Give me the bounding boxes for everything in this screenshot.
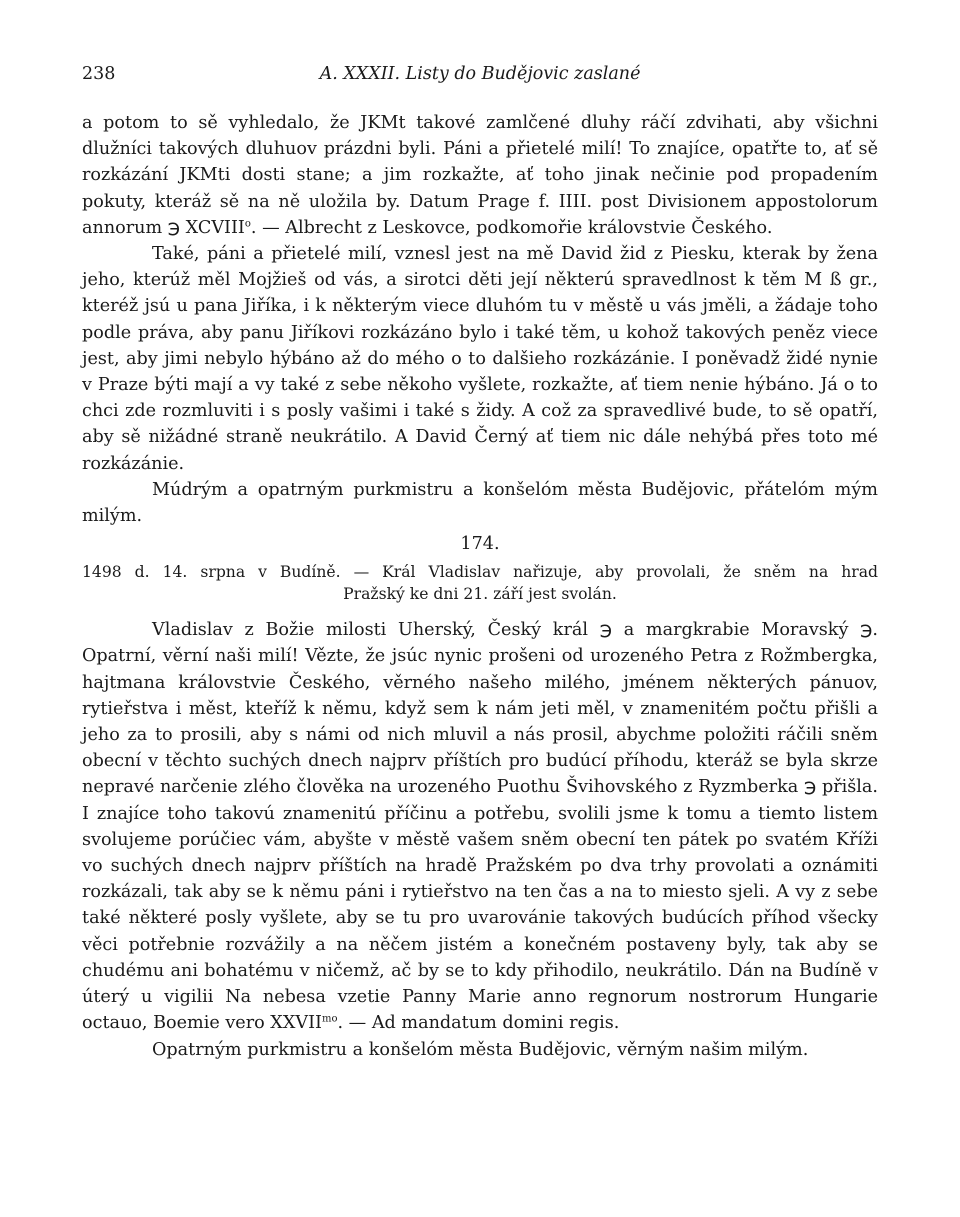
document-body-superscript: mo — [321, 1013, 338, 1025]
continuation-signature: . — Albrecht z Leskovce, podkomořie královstvie Českého. — [250, 217, 773, 238]
running-header — [82, 58, 878, 92]
document-page — [82, 58, 878, 1063]
second-paragraph: Také, páni a přietelé milí, vznesl jest na mě David žid z Piesku, kterak by žena jeho, kterúž měl Mojžieš od vás, a sirotci děti její některú spravedlnost k těm M ß gr., kteréž jsú u pana Jiříka, i k některým viece dluhóm tu v městě u vás jměli, a žádaje toho podle práva, aby panu Jiříkovi rozkázáno bylo i také těm, u kohož takových peněz viece jest, aby jimi nebylo hýbáno až do mého o to dalšieho rozkázánie. I poněvadž židé nynie v Praze býti mají a vy také z sebe někoho vyšlete, rozkažte, ať tiem nenie hýbáno. Já o to chci zde rozmluviti i s posly vašimi i také s židy. A což za spravedlivé bude, to sě opatří, aby sě nižádné straně neukrátilo. A David Černý ať tiem nic dále nehýbá přes toto mé rozkázánie. — [82, 244, 878, 474]
continuation-superscript: o — [244, 218, 251, 230]
document-body-text: Vladislav z Božie milosti Uherský, Český král ℈ a margkrabie Moravský ℈. Opatrní, věrní naši milí! Vězte, že jsúc nynic prošeni od urozeného Petra z Rožmbergka, hajtmana královstvie Českého, věrného našeho milého, jménem některých pánuov, rytieřstva i měst, kteříž k němu, když sem k nám jeti měl, v znamenitém počtu přišli a jeho za to prosili, aby s námi od nich mluvil a nás prosil, abychme položiti ráčili sněm obecní v těchto suchých dnech najprv příštích pro budúcí příhodu, kteráž se byla skrze nepravé narčenie zlého člověka na urozeného Puothu Švihovského z Ryzmberka ℈ přišla. I znajíce toho takovú znamenitú příčinu a potřebu, svolili jsme k tomu a tiemto listem svolujeme porúčiec vám, abyšte v městě vašem sněm obecní ten pátek po svatém Kříži vo suchých dnech najprv příštích na hradě Pražském po dva trhy provolati a oznámiti rozkázali, tak aby se k němu páni i rytieřstvo na ten čas a na to miesto sjeli. A vy z sebe také některé posly vyšlete, aby se tu pro uvarovánie takových budúcích příhod všecky věci potřebnie rozvážily a na něčem jistém a konečném postaveny byly, tak aby se chudému ani bohatému v ničemž, ač by se to kdy přihodilo, neukrátilo. Dán na Budíně v úterý u vigilii Na nebesa vzetie Panny Marie anno regnorum nostrorum Hungarie octauo, Boemie vero XXVII — [82, 620, 878, 1034]
continuation-text: a potom to sě vyhledalo, že JKMt takové zamlčené dluhy ráčí zdvihati, aby všichni dlužníci takových dluhuov prázdni byli. Páni a přietelé milí! To znajíce, opatřte to, ať sě rozkázání JKMti dosti stane; a jim rozkažte, ať toho jinak nečinie pod propadením pokuty, kteráž sě na ně uložila by. Datum Prage f. IIII. post Divisionem appostolorum annorum ℈ XCVIII — [82, 113, 878, 238]
document-body-closing: . — Ad mandatum domini regis. — [337, 1013, 620, 1034]
running-title: A. XXXII. Listy do Budějovic zaslané — [319, 64, 641, 84]
summary-line-2: Pražský ke dni 21. září jest svolán. — [343, 585, 617, 604]
continuation-paragraph — [82, 110, 878, 241]
summary-line-1: 1498 d. 14. srpna v Budíně. — Král Vladislav nařizuje, aby provolali, že sněm na hrad — [82, 563, 878, 582]
document-summary — [82, 561, 878, 605]
page-number: 238 — [82, 64, 116, 84]
document-body — [82, 617, 878, 1036]
address-line-first-letter: Múdrým a opatrným purkmistru a konšelóm města Budějovic, přátelóm mým milým. — [82, 479, 878, 527]
address-line-second-letter: Opatrným purkmistru a konšelóm města Budějovic, věrným našim milým. — [152, 1039, 809, 1060]
document-number: 174. — [460, 534, 500, 555]
